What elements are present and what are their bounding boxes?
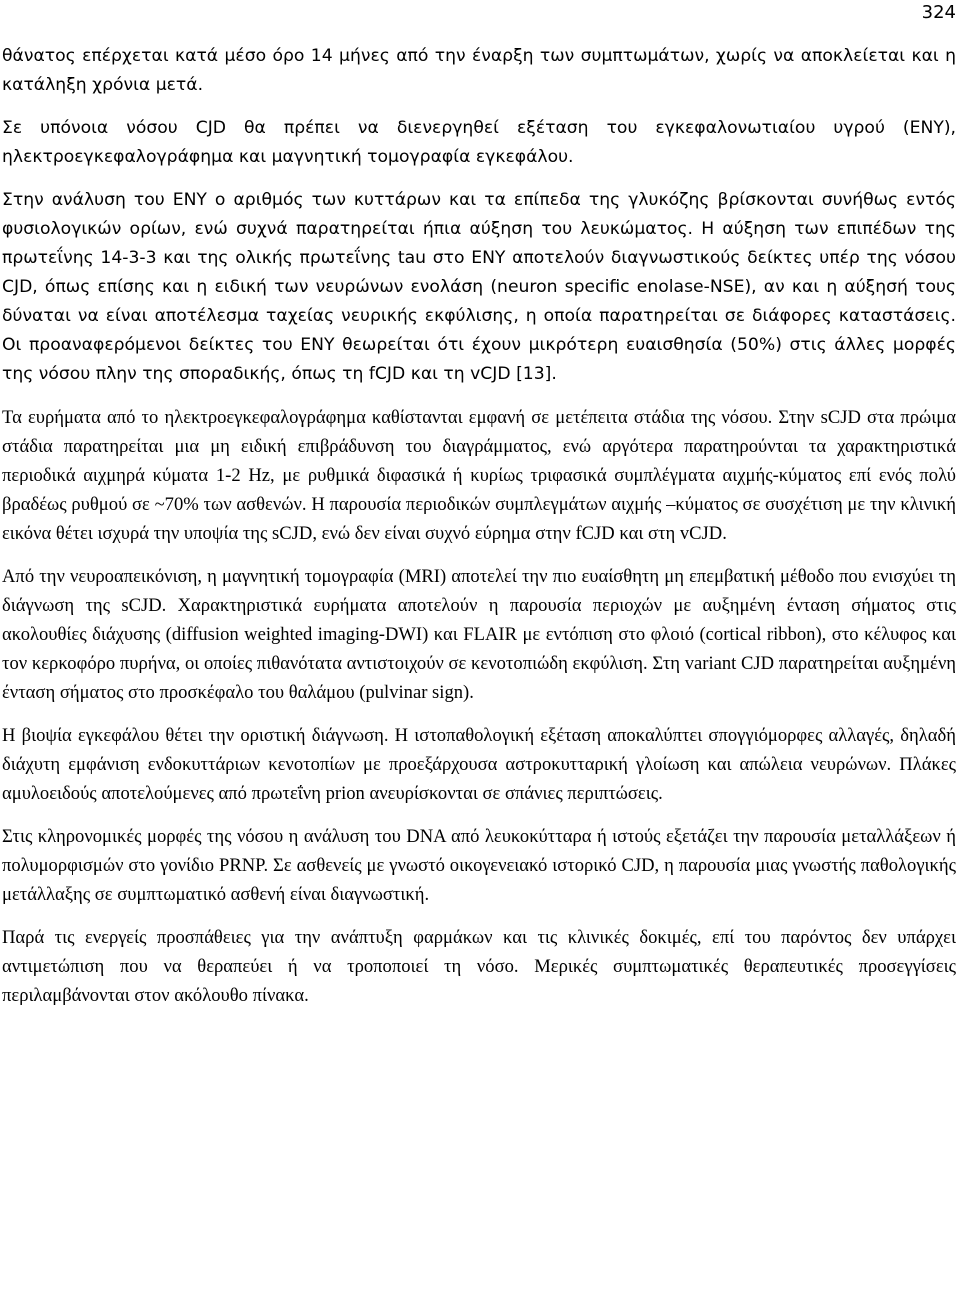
page-number: 324 [921,2,956,23]
paragraph-genetic-analysis: Στις κληρονομικές μορφές της νόσου η ανάλυση του DNA από λευκοκύτταρα ή ιστούς εξετάζει την παρουσία μεταλλάξεων ή πολυμορφισμών στο γονίδιο PRNP. Σε ασθενείς με γνωστό οικογενειακό ιστορικό CJD, η παρουσία μιας γνωστής παθολογικής μετάλλαξης σε συμπτωματικό ασθενή είναι διαγνωστική. [2,826,956,905]
paragraph-prognosis: θάνατος επέρχεται κατά μέσο όρο 14 μήνες από την έναρξη των συμπτωμάτων, χωρίς να αποκλείεται και η κατάληξη χρόνια μετά. [2,46,956,95]
paragraph-brain-biopsy: Η βιοψία εγκεφάλου θέτει την οριστική διάγνωση. Η ιστοπαθολογική εξέταση αποκαλύπτει σπογγιόμορφες αλλαγές, δηλαδή διάχυτη εμφάνιση ενδοκυττάριων κενοτοπίων με προεξάρχουσα αστροκυτταρική γλοίωση και απώλεια νευρώνων. Πλάκες αμυλοειδούς αποτελούμενες από πρωτεΐνη prion ανευρίσκονται σε σπάνιες περιπτώσεις. [2,725,956,804]
paragraph-csf-analysis: Στην ανάλυση του ΕΝΥ ο αριθμός των κυττάρων και τα επίπεδα της γλυκόζης βρίσκονται συνήθως εντός φυσιολογικών ορίων, ενώ συχνά παρατηρείται ήπια αύξηση του λευκώματος. Η αύξηση των επιπέδων της πρωτεΐνης 14-3-3 και της ολικής πρωτεΐνης tau στο ΕΝΥ αποτελούν διαγνωστικούς δείκτες υπέρ της νόσου CJD, όπως επίσης και η ειδική των νευρώνων ενολάση (neuron specific enolase-NSE), αν και η αύξησή τους δύναται να είναι αποτέλεσμα ταχείας νευρικής εκφύλισης, η οποία παρατηρείται σε διάφορες καταστάσεις. Οι προαναφερόμενοι δείκτες του ΕΝΥ θεωρείται ότι έχουν μικρότερη ευαισθησία (50%) στις άλλες μορφές της νόσου πλην της σποραδικής, όπως τη fCJD και τη vCJD [13]. [2,190,956,384]
paragraph-treatment: Παρά τις ενεργείς προσπάθειες για την ανάπτυξη φαρμάκων και τις κλινικές δοκιμές, επί του παρόντος δεν υπάρχει αντιμετώπιση που να θεραπεύει ή να τροποποιεί τη νόσο. Μερικές συμπτωματικές θεραπευτικές προσεγγίσεις περιλαμβάνονται στον ακόλουθο πίνακα. [2,927,956,1006]
paragraph-eeg-findings: Τα ευρήματα από το ηλεκτροεγκεφαλογράφημα καθίστανται εμφανή σε μετέπειτα στάδια της νόσου. Στην sCJD στα πρώιμα στάδια παρατηρείται μια μη ειδική επιβράδυνση του διαγράμματος, ενώ αργότερα παρατηρούνται τα χαρακτηριστικά περιοδικά αιχμηρά κύματα 1-2 Hz, με ρυθμικά διφασικά ή κυρίως τριφασικά συμπλέγματα αιχμής-κύματος επί ενός πολύ βραδέως ρυθμού σε ~70% των ασθενών. Η παρουσία περιοδικών συμπλεγμάτων αιχμής –κύματος σε συσχέτιση με την κλινική εικόνα θέτει ισχυρά την υποψία της sCJD, ενώ δεν είναι συχνό εύρημα στην fCJD και στη vCJD. [2,407,956,544]
paragraph-diagnostic-workup: Σε υπόνοια νόσου CJD θα πρέπει να διενεργηθεί εξέταση του εγκεφαλονωτιαίου υγρού (ΕΝΥ), ηλεκτροεγκεφαλογράφημα και μαγνητική τομογραφία εγκεφάλου. [2,118,956,167]
paragraph-neuroimaging: Από την νευροαπεικόνιση, η μαγνητική τομογραφία (MRI) αποτελεί την πιο ευαίσθητη μη επεμβατική μέθοδο που ενισχύει τη διάγνωση της sCJD. Χαρακτηριστικά ευρήματα αποτελούν η παρουσία περιοχών με αυξημένη ένταση σήματος στις ακολουθίες διάχυσης (diffusion weighted imaging-DWI) και FLAIR με εντόπιση στο φλοιό (cortical ribbon), στο κέλυφος και τον κερκοφόρο πυρήνα, οι οποίες πιθανότατα αντιστοιχούν σε κενοτοπιώδη εκφύλιση. Στη variant CJD παρατηρείται αυξημένη ένταση σήματος στο προσκέφαλο του θαλάμου (pulvinar sign). [2,566,956,703]
document-body [2,42,956,1024]
